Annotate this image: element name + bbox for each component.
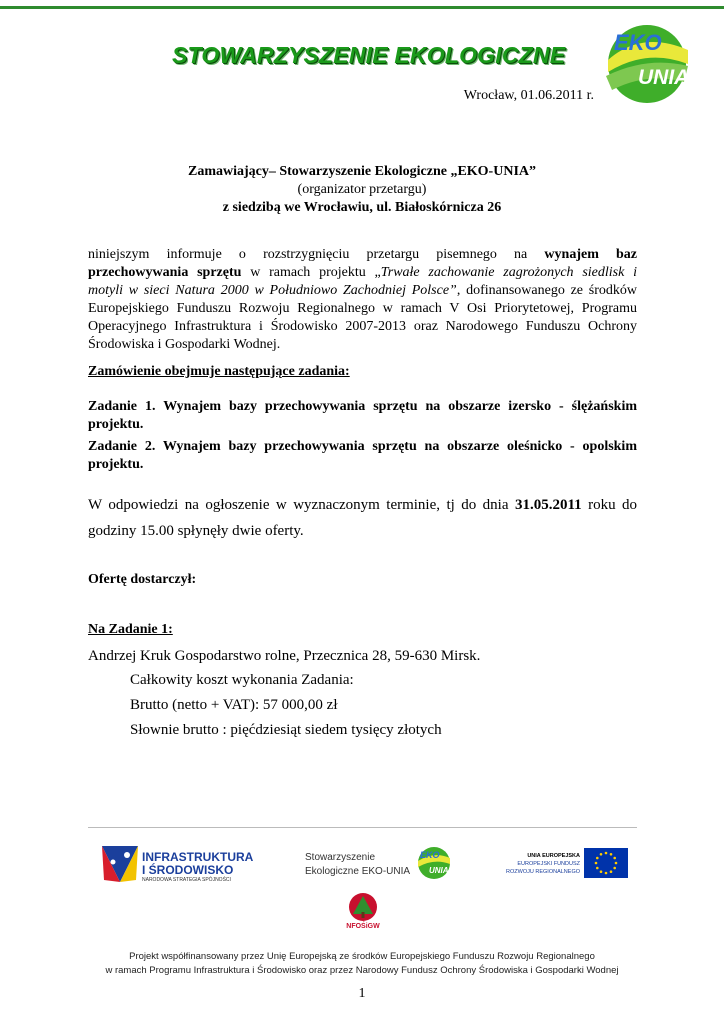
nfosigw-label: NFOŚiGW: [346, 923, 380, 930]
intro-line-2: przechowywania sprzętu w ramach projektu „Trwałe zachowanie zagrożonych siedlisk i: [88, 265, 637, 280]
offer-gross: Brutto (netto + VAT): 57 000,00 zł: [130, 697, 338, 713]
scope-heading: Zamówienie obejmuje następujące zadania:: [88, 364, 350, 379]
document-date: Wrocław, 01.06.2011 r.: [463, 88, 594, 103]
svg-text:UNIA: UNIA: [429, 866, 449, 875]
logo-text-eko: EKO: [614, 30, 662, 55]
page-number: 1: [358, 986, 366, 1001]
offer-company: Andrzej Kruk Gospodarstwo rolne, Przecznica 28, 59-630 Mirsk.: [88, 648, 481, 664]
client-line-2: (organizator przetargu): [297, 182, 427, 197]
task-1-line-1: Zadanie 1. Wynajem bazy przechowywania sprzętu na obszarze izersko - ślężańskim: [88, 399, 637, 414]
footer-rule: [88, 827, 637, 828]
eko-unia-mini-logo: [416, 845, 452, 881]
offer-cost-label: Całkowity koszt wykonania Zadania:: [130, 672, 354, 688]
top-green-rule: [0, 6, 724, 9]
intro-line-6: Środowiska i Gospodarki Wodnej.: [88, 337, 281, 352]
offer-heading: Ofertę dostarczył:: [88, 572, 197, 587]
intro-line-1: niniejszym informuje o rozstrzygnięciu przetargu pisemnego na wynajem baz: [88, 247, 637, 262]
client-line-3: z siedzibą we Wrocławiu, ul. Białoskórnicza 26: [222, 200, 502, 215]
association-logo-text: Stowarzyszenie Ekologiczne EKO-UNIA: [305, 852, 411, 877]
eu-flag-icon: [584, 848, 628, 878]
svg-text:EKO: EKO: [420, 850, 440, 860]
intro-line-3: motyli w sieci Natura 2000 w Południowo Zachodniej Polsce”, dofinansowanego ze środków: [88, 283, 637, 298]
infrastruktura-logo-text: INFRASTRUKTURA I ŚRODOWISKO NARODOWA STRATEGIA SPÓJNOŚCI: [142, 850, 254, 883]
client-line-1: Zamawiający– Stowarzyszenie Ekologiczne „EKO-UNIA”: [187, 164, 537, 179]
offer-words: Słownie brutto : pięćdziesiąt siedem tysięcy złotych: [130, 722, 442, 738]
task-1-line-2: projektu.: [88, 417, 144, 432]
task-1-offer-heading: Na Zadanie 1:: [88, 622, 173, 637]
eu-fund-text: UNIA EUROPEJSKA EUROPEJSKI FUNDUSZ ROZWOJU REGIONALNEGO: [506, 853, 580, 875]
response-line-1: W odpowiedzi na ogłoszenie w wyznaczonym terminie, tj do dnia 31.05.2011 roku do: [88, 497, 638, 513]
intro-line-4: Europejskiego Funduszu Rozwoju Regionalnego w ramach V Osi Priorytetowej, Programu: [88, 301, 637, 316]
response-line-2: godziny 15.00 spłynęły dwie oferty.: [88, 523, 304, 539]
nfosigw-emblem-icon: [346, 892, 380, 922]
task-2-line-1: Zadanie 2. Wynajem bazy przechowywania sprzętu na obszarze oleśnicko - opolskim: [88, 439, 637, 454]
cofinancing-note: Projekt współfinansowany przez Unię Europejską ze środków Europejskiego Funduszu Rozwoju Regionalnego w ramach Programu Infrastruktura i Środowisko oraz przez Narodowy Fundusz Ochrony Środowiska i Gospodarki Wodnej: [105, 951, 619, 976]
logo-text-unia: UNIA: [638, 66, 690, 89]
infrastruktura-flag-icon: [100, 842, 140, 884]
task-2-line-2: projektu.: [88, 457, 144, 472]
organization-title: STOWARZYSZENIE EKOLOGICZNE: [172, 42, 566, 68]
intro-line-5: Operacyjnego Infrastruktura i Środowisko 2007-2013 oraz Narodowego Funduszu Ochrony: [88, 319, 637, 334]
eko-unia-logo: [602, 20, 690, 104]
